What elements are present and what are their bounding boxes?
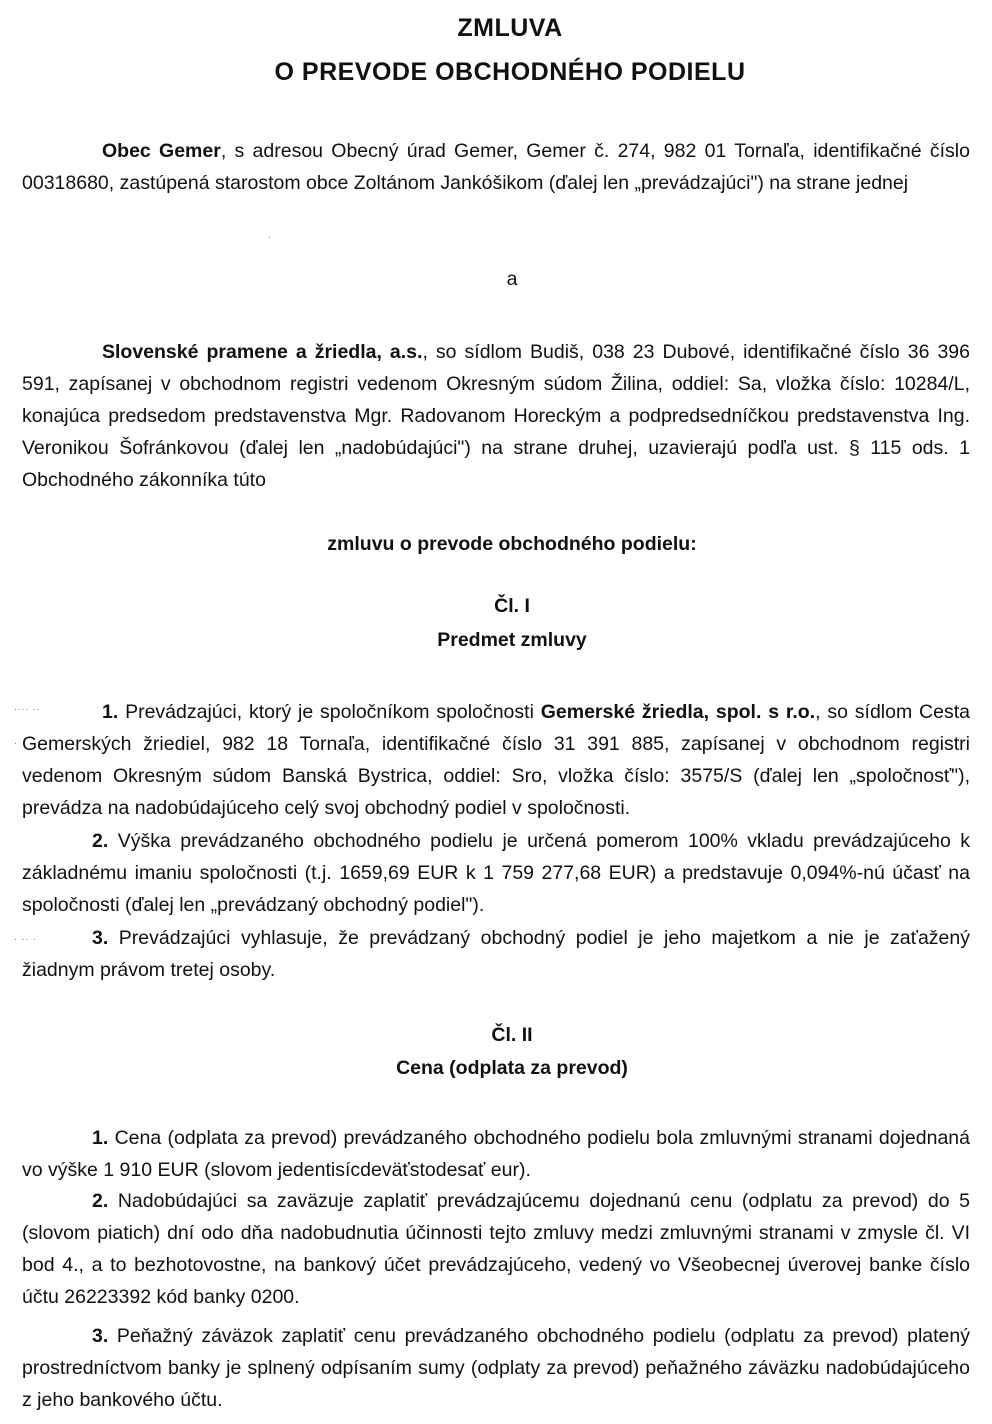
party-2-name: Slovenské pramene a žriedla, a.s. [102,341,423,363]
article-2-item-3 [22,1320,970,1416]
article-2-title: Cena (odplata za prevod) [396,1057,628,1079]
scan-speck: ∙ ∙∙ ∙ [14,934,37,945]
party-1-name: Obec Gemer [102,140,221,162]
item-text: Peňažný záväzok zaplatiť cenu prevádzaného obchodného podielu (odplatu za prevod) platený prostredníctvom banky je splnený odpísaním sumy (odplaty za prevod) peňažného záväzku nadobúdajúceho z jeho bankového účtu. [22,1325,970,1411]
item-text: Výška prevádzaného obchodného podielu je určená pomerom 100% vkladu prevádzajúceho k základnému imaniu spoločnosti (t.j. 1659,69 EUR k 1 759 277,68 EUR) a predstavuje 0,094%-nú účasť na spoločnosti (ďalej len „prevádzaný obchodný podiel"). [22,830,970,916]
article-2-item-2 [22,1185,970,1313]
item-number: 3. [92,1325,109,1347]
article-1-item-1 [22,696,970,824]
article-1-item-2 [22,825,970,921]
item-text: Prevádzajúci, ktorý je spoločníkom spoločnosti [118,701,541,723]
scan-speck: ∙∙∙∙ ∙∙ [14,704,41,715]
company-name: Gemerské žriedla, spol. s r.o. [540,701,816,723]
party-2-paragraph [22,336,970,496]
party-1-paragraph [22,135,970,199]
conjunction: a [506,268,518,290]
scan-speck: ∙ [14,738,18,749]
article-2-number: Čl. II [491,1024,533,1046]
item-text: Cena (odplata za prevod) prevádzaného obchodného podielu bola zmluvnými stranami dojednaná vo výške 1 910 EUR (slovom jedentisícdeväťstodesať eur). [22,1127,970,1181]
item-text: Nadobúdajúci sa zaväzuje zaplatiť prevádzajúcemu dojednanú cenu (odplatu za prevod) do 5 (slovom piatich) dní odo dňa nadobudnutia účinnosti tejto zmluvy medzi zmluvnými stranami v zmysle čl. VI bod 4., a to bezhotovostne, na bankový účet prevádzajúceho, vedený vo Všeobecnej úverovej banke číslo účtu 26223392 kód banky 0200. [22,1190,970,1308]
document-title-line-1: ZMLUVA [457,14,563,42]
article-1-title: Predmet zmluvy [437,629,587,651]
item-text: , so sídlom Cesta Gemerských žriediel, 982 18 Tornaľa, identifikačné číslo 31 391 885, zapísanej v obchodnom registri vedenom Okresným súdom Banská Bystrica, oddiel: Sro, vložka číslo: 3575/S (ďalej len „spoločnosť"), prevádza na nadobúdajúceho celý svoj obchodný podiel v spoločnosti. [22,701,970,819]
contract-heading: zmluvu o prevode obchodného podielu: [327,533,697,555]
document-title-line-2: O PREVODE OBCHODNÉHO PODIELU [274,58,746,86]
article-1-number: Čl. I [494,595,530,617]
item-number: 2. [92,1190,109,1212]
item-text: Prevádzajúci vyhlasuje, že prevádzaný obchodný podiel je jeho majetkom a nie je zaťažený žiadnym právom tretej osoby. [22,927,970,981]
party-2-details: , so sídlom Budiš, 038 23 Dubové, identifikačné číslo 36 396 591, zapísanej v obchodnom registri vedenom Okresným súdom Žilina, oddiel: Sa, vložka číslo: 10284/L, konajúca predsedom predstavenstva Mgr. Radovanom Horeckým a podpredsedníčkou predstavenstva Ing. Veronikou Šofránkovou (ďalej len „nadobúdajúci") na strane druhej, uzavierajú podľa ust. § 115 ods. 1 Obchodného zákonníka túto [22,341,970,491]
article-1-item-3 [22,922,970,986]
party-1-details: , s adresou Obecný úrad Gemer, Gemer č. 274, 982 01 Tornaľa, identifikačné číslo 00318680, zastúpená starostom obce Zoltánom Jankóšikom (ďalej len „prevádzajúci") na strane jednej [22,140,970,194]
item-number: 1. [92,1127,109,1149]
article-2-item-1 [22,1122,970,1186]
item-number: 3. [92,927,109,949]
item-number: 1. [102,701,119,723]
item-number: 2. [92,830,109,852]
scan-speck: ∙ [268,232,272,243]
